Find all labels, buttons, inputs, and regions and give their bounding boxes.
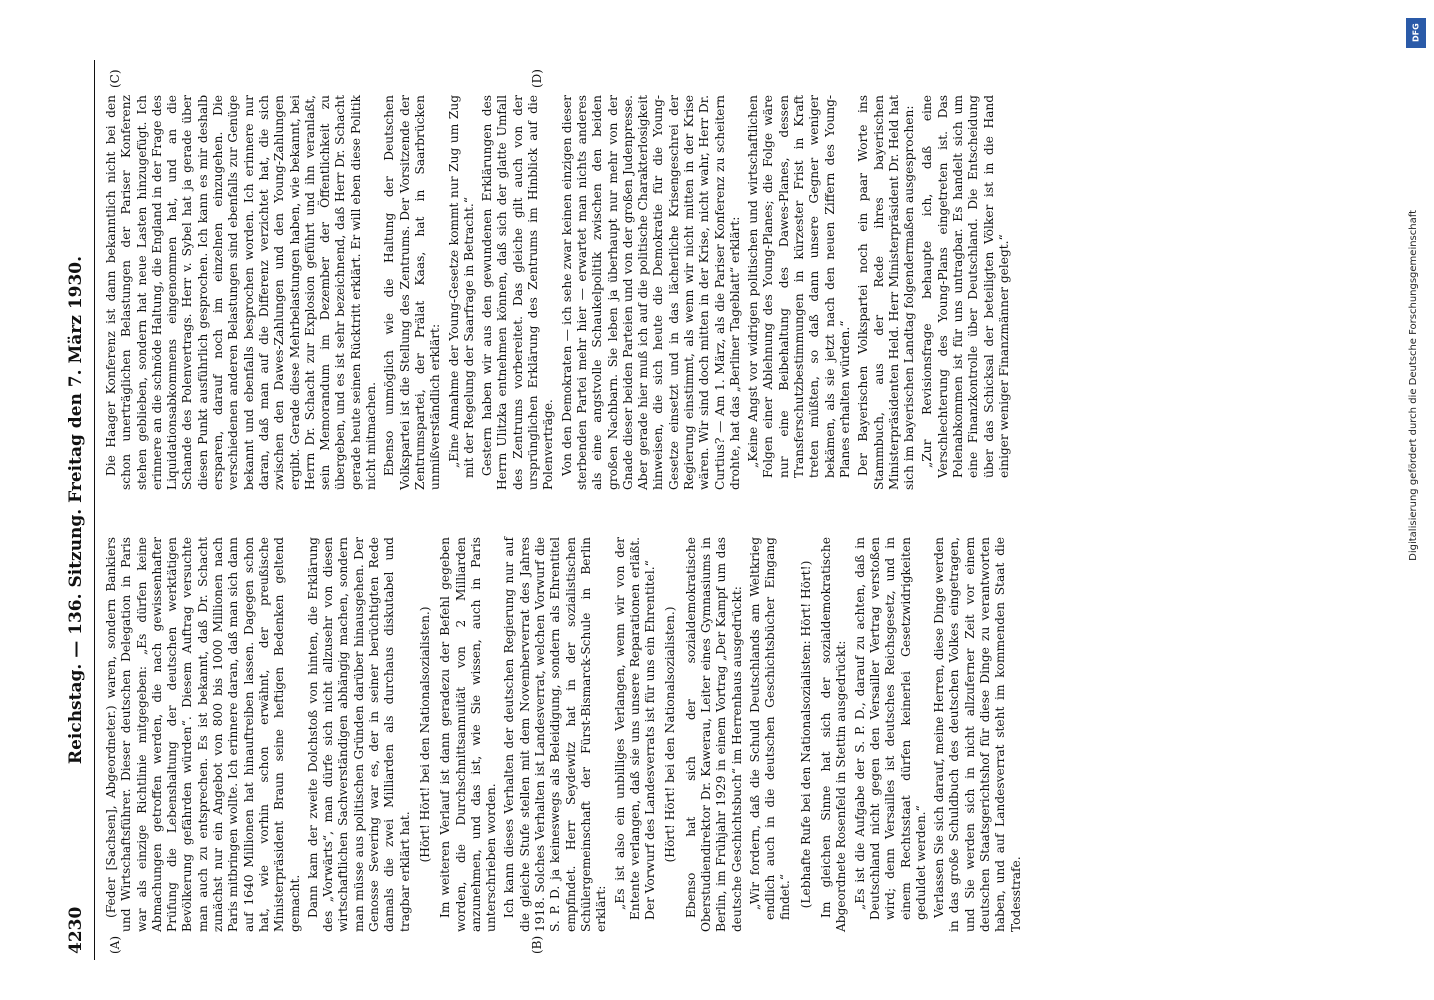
paragraph: Im gleichen Sinne hat sich der sozialdemokratische Abgeordnete Rosenfeld in Stettin ausgedrückt:: [819, 537, 849, 932]
paragraph: Von den Demokraten — ich sehe zwar keinen einzigen dieser sterbenden Partei mehr hier — erwartet man nichts anderes als eine angstvolle Schaukelpolitik zwischen den beiden großen Nachbarn. Sie leben ja überhaupt nur mehr von der Gnade dieser beiden Parteien und von der großen Judenpresse. Aber gerade hier muß ich auf die politische Charakterlosigkeit hinweisen, die sich heute die Demokratie für die Young-Gesetze einsetzt und in das lächerliche Krisengeschrei der Regierung einstimmt, als wenn wir nicht mitten in der Krise wären. Wir sind doch mitten in der Krise, nicht wahr, Herr Dr. Curtius? — Am 1. März, als die Pariser Konferenz zu scheitern drohte, hat das „Berliner Tageblatt“ erklärt:: [559, 95, 742, 490]
paragraph: Der Bayerischen Volkspartei noch ein paar Worte ins Stammbuch, aus der Rede ihres bayerischen Ministerpräsidenten Held. Herr Ministerpräsident Dr. Held hat sich im bayerischen Landtag folgendermaßen ausgesprochen:: [856, 95, 917, 490]
paragraph: „Es ist die Aufgabe der S. P. D., darauf zu achten, daß in Deutschland nicht gegen den Versailler Vertrag verstoßen wird; denn Versailles ist deutsches Reichsgesetz, und in einem Rechtsstaat dürfen keinerlei Gesetzwidrigkeiten geduldet werden.“: [852, 537, 928, 920]
paragraph: „Keine Angst vor widrigen politischen und wirtschaftlichen Folgen einer Ablehnung des Young-Planes; die Folge wäre nur eine Beibehaltung des Dawes-Planes, dessen Transferschutzbestimmungen in kürzester Frist in Kraft treten müßten, so daß dann unsere Gegner weniger bekämen, als sie jetzt nach den neuen Ziffern des Young-Planes erhalten würden.“: [746, 95, 852, 478]
paragraph: „Zur Revisionsfrage behaupte ich, daß eine Verschlechterung des Young-Plans eingetreten ist. Das Polenabkommen ist für uns untragbar. Es handelt sich um eine Finanzkontrolle über Deutschland. Die Entscheidung über das Schicksal der beteiligten Völker ist in die Hand einiger weniger Finanzmänner gelegt.“: [920, 95, 1011, 478]
paragraph: (Hört! Hört! bei den Nationalsozialisten.): [417, 606, 432, 863]
digitization-credit: Digitalisierung gefördert durch die Deutsche Forschungsgemeinschaft: [1408, 210, 1419, 561]
paragraph: Dann kam der zweite Dolchstoß von hinten, die Erklärung des „Vorwärts“, man dürfe sich nicht allzusehr von diesen wirtschaftlichen Sachverständigen abhängig machen, sondern man müsse aus politischen Gründen darüber hinausgehen. Der Genosse Severing war es, der in seiner berüchtigten Rede damals die zwei Milliarden als durchaus diskutabel und tragbar erklärt hat.: [305, 537, 412, 932]
paragraph: (Lebhafte Rufe bei den Nationalsozialisten: Hört! Hört!): [798, 560, 813, 909]
page-number: 4230: [66, 906, 86, 954]
paragraph: Verlassen Sie sich darauf, meine Herren, diese Dinge werden in das große Schuldbuch des deutschen Volkes eingetragen, und Sie werden sich in nicht allzuferner Zeit vor einem deutschen Staatsgerichtshof für diese Dinge zu verantworten haben, und auf Landesverrat steht im kommenden Staat die Todesstrafe.: [932, 537, 1023, 932]
digitization-sidebar: [1404, 10, 1428, 990]
paragraph: (Feder [Sachsen], Abgeordneter.) waren, sondern Bankiers und Wirtschaftsführer. Dieser deutschen Delegation in Paris war als einzige Richtlinie mitgegeben: „Es dürfen keine Abmachungen getroffen werden, die nach gewissenhafter Prüfung die Lebenshaltung der deutschen werktätigen Bevölkerung gefährden würden“. Diesem Auftrag versuchte man auch zu entsprechen. Es ist bekannt, daß Dr. Schacht zunächst nur ein Angebot von 800 bis 1000 Millionen nach Paris mitbringen wollte. Ich erinnere daran, daß man sich dann auf 1640 Millionen hat hinauftreiben lassen. Dagegen schon hat, wie vorhin schon erwähnt, der preußische Ministerpräsident Braun seine heftigen Bedenken geltend gemacht.: [104, 537, 302, 932]
page-title: Reichstag. — 136. Sitzung. Freitag den 7. März 1930.: [66, 255, 86, 765]
paragraph: Ebenso hat sich der sozialdemokratische Oberstudiendirektor Dr. Kawerau, Leiter eines Gymnasiums in Berlin, im Frühjahr 1929 in einem Vortrag „Der Kampf um das deutsche Geschichtsbuch“ im Herrenhaus ausgedrückt:: [683, 537, 744, 932]
margin-marker-b: (B): [530, 935, 544, 954]
paragraph: (Hört! Hört! bei den Nationalsozialisten.): [663, 606, 678, 863]
paragraph: Die Haager Konferenz ist dann bekanntlich nicht bei den schon unerträglichen Belastungen der Pariser Konferenz stehen geblieben, sondern hat neue Lasten hinzugefügt. Ich erinnere an die schnöde Haltung, die England in der Frage des Liquidationsabkommens eingenommen hat, und an die Schande des Polenvertrags. Herr v. Sybel hat ja gerade über diesen Punkt ausführlich gesprochen. Ich kann es mir deshalb ersparen, darauf noch im einzelnen einzugehen. Die verschiedenen anderen Belastungen sind ebenfalls zur Genüge bekannt und ebenfalls besprochen worden. Ich erinnere nur daran, daß man auf die Differenz verzichtet hat, die sich zwischen den Dawes-Zahlungen und den Young-Zahlungen ergibt. Gerade diese Mehrbelastungen haben, wie bekannt, bei Herrn Dr. Schacht zur Explosion geführt und ihn veranlaßt, sein Memorandum im Dezember der Öffentlichkeit zu übergeben, und es ist sehr bezeichnend, daß Herr Dr. Schacht gerade heute seinen Rücktritt erklärt. Er will eben diese Politik nicht mitmachen.: [104, 95, 379, 490]
paragraph: Gestern haben wir aus den gewundenen Erklärungen des Herrn Ulitzka entnehmen können, daß sich der glatte Umfall des Zentrums vorbereitet. Das gleiche gilt auch von der ursprünglichen Erklärung des Zentrums im Hinblick auf die Polenverträge.: [480, 95, 556, 490]
margin-marker-d: (D): [530, 69, 544, 88]
paragraph: Ich kann dieses Verhalten der deutschen Regierung nur auf die gleiche Stufe stellen mit dem Novemberverrat des Jahres 1918. Solches Verhalten ist Landesverrat, welchen Vorwurf die S. P. D. ja keineswegs als Beleidigung, sondern als Ehrentitel empfindet. Herr Seydewitz hat in der sozialistischen Schülergemeinschaft der Fürst-Bismarck-Schule in Berlin erklärt:: [502, 537, 609, 932]
left-column: [104, 537, 1023, 932]
page-header: [60, 60, 95, 960]
paragraph: „Wir fordern, daß die Schuld Deutschlands am Weltkrieg endlich auch in die deutschen Geschichtsbücher Eingang findet.“: [747, 537, 793, 920]
margin-marker-a: (A): [108, 935, 122, 954]
right-column: [104, 95, 1011, 490]
rotated-page: [60, 60, 1380, 960]
paragraph: „Eine Annahme der Young-Gesetze kommt nur Zug um Zug mit der Regelung der Saarfrage in Betracht.“: [446, 95, 476, 478]
paragraph: Im weiteren Verlauf ist dann geradezu der Befehl gegeben worden, die Durchschnittsannuität von 2 Milliarden anzunehmen, und das ist, wie Sie wissen, auch in Paris unterschrieben worden.: [438, 537, 499, 932]
margin-marker-c: (C): [108, 69, 122, 88]
paragraph: „Es ist also ein unbilliges Verlangen, wenn wir von der Entente verlangen, daß sie uns unsere Reparationen erläßt. Der Vorwurf des Landesverrats ist für uns ein Ehrentitel.“: [612, 537, 658, 920]
dfg-logo: DFG: [1406, 18, 1426, 48]
paragraph: Ebenso unmöglich wie die Haltung der Deutschen Volkspartei ist die Stellung des Zentrums. Der Vorsitzende der Zentrumspartei, der Prälat Kaas, hat in Saarbrücken unmißverständlich erklärt:: [382, 95, 443, 490]
